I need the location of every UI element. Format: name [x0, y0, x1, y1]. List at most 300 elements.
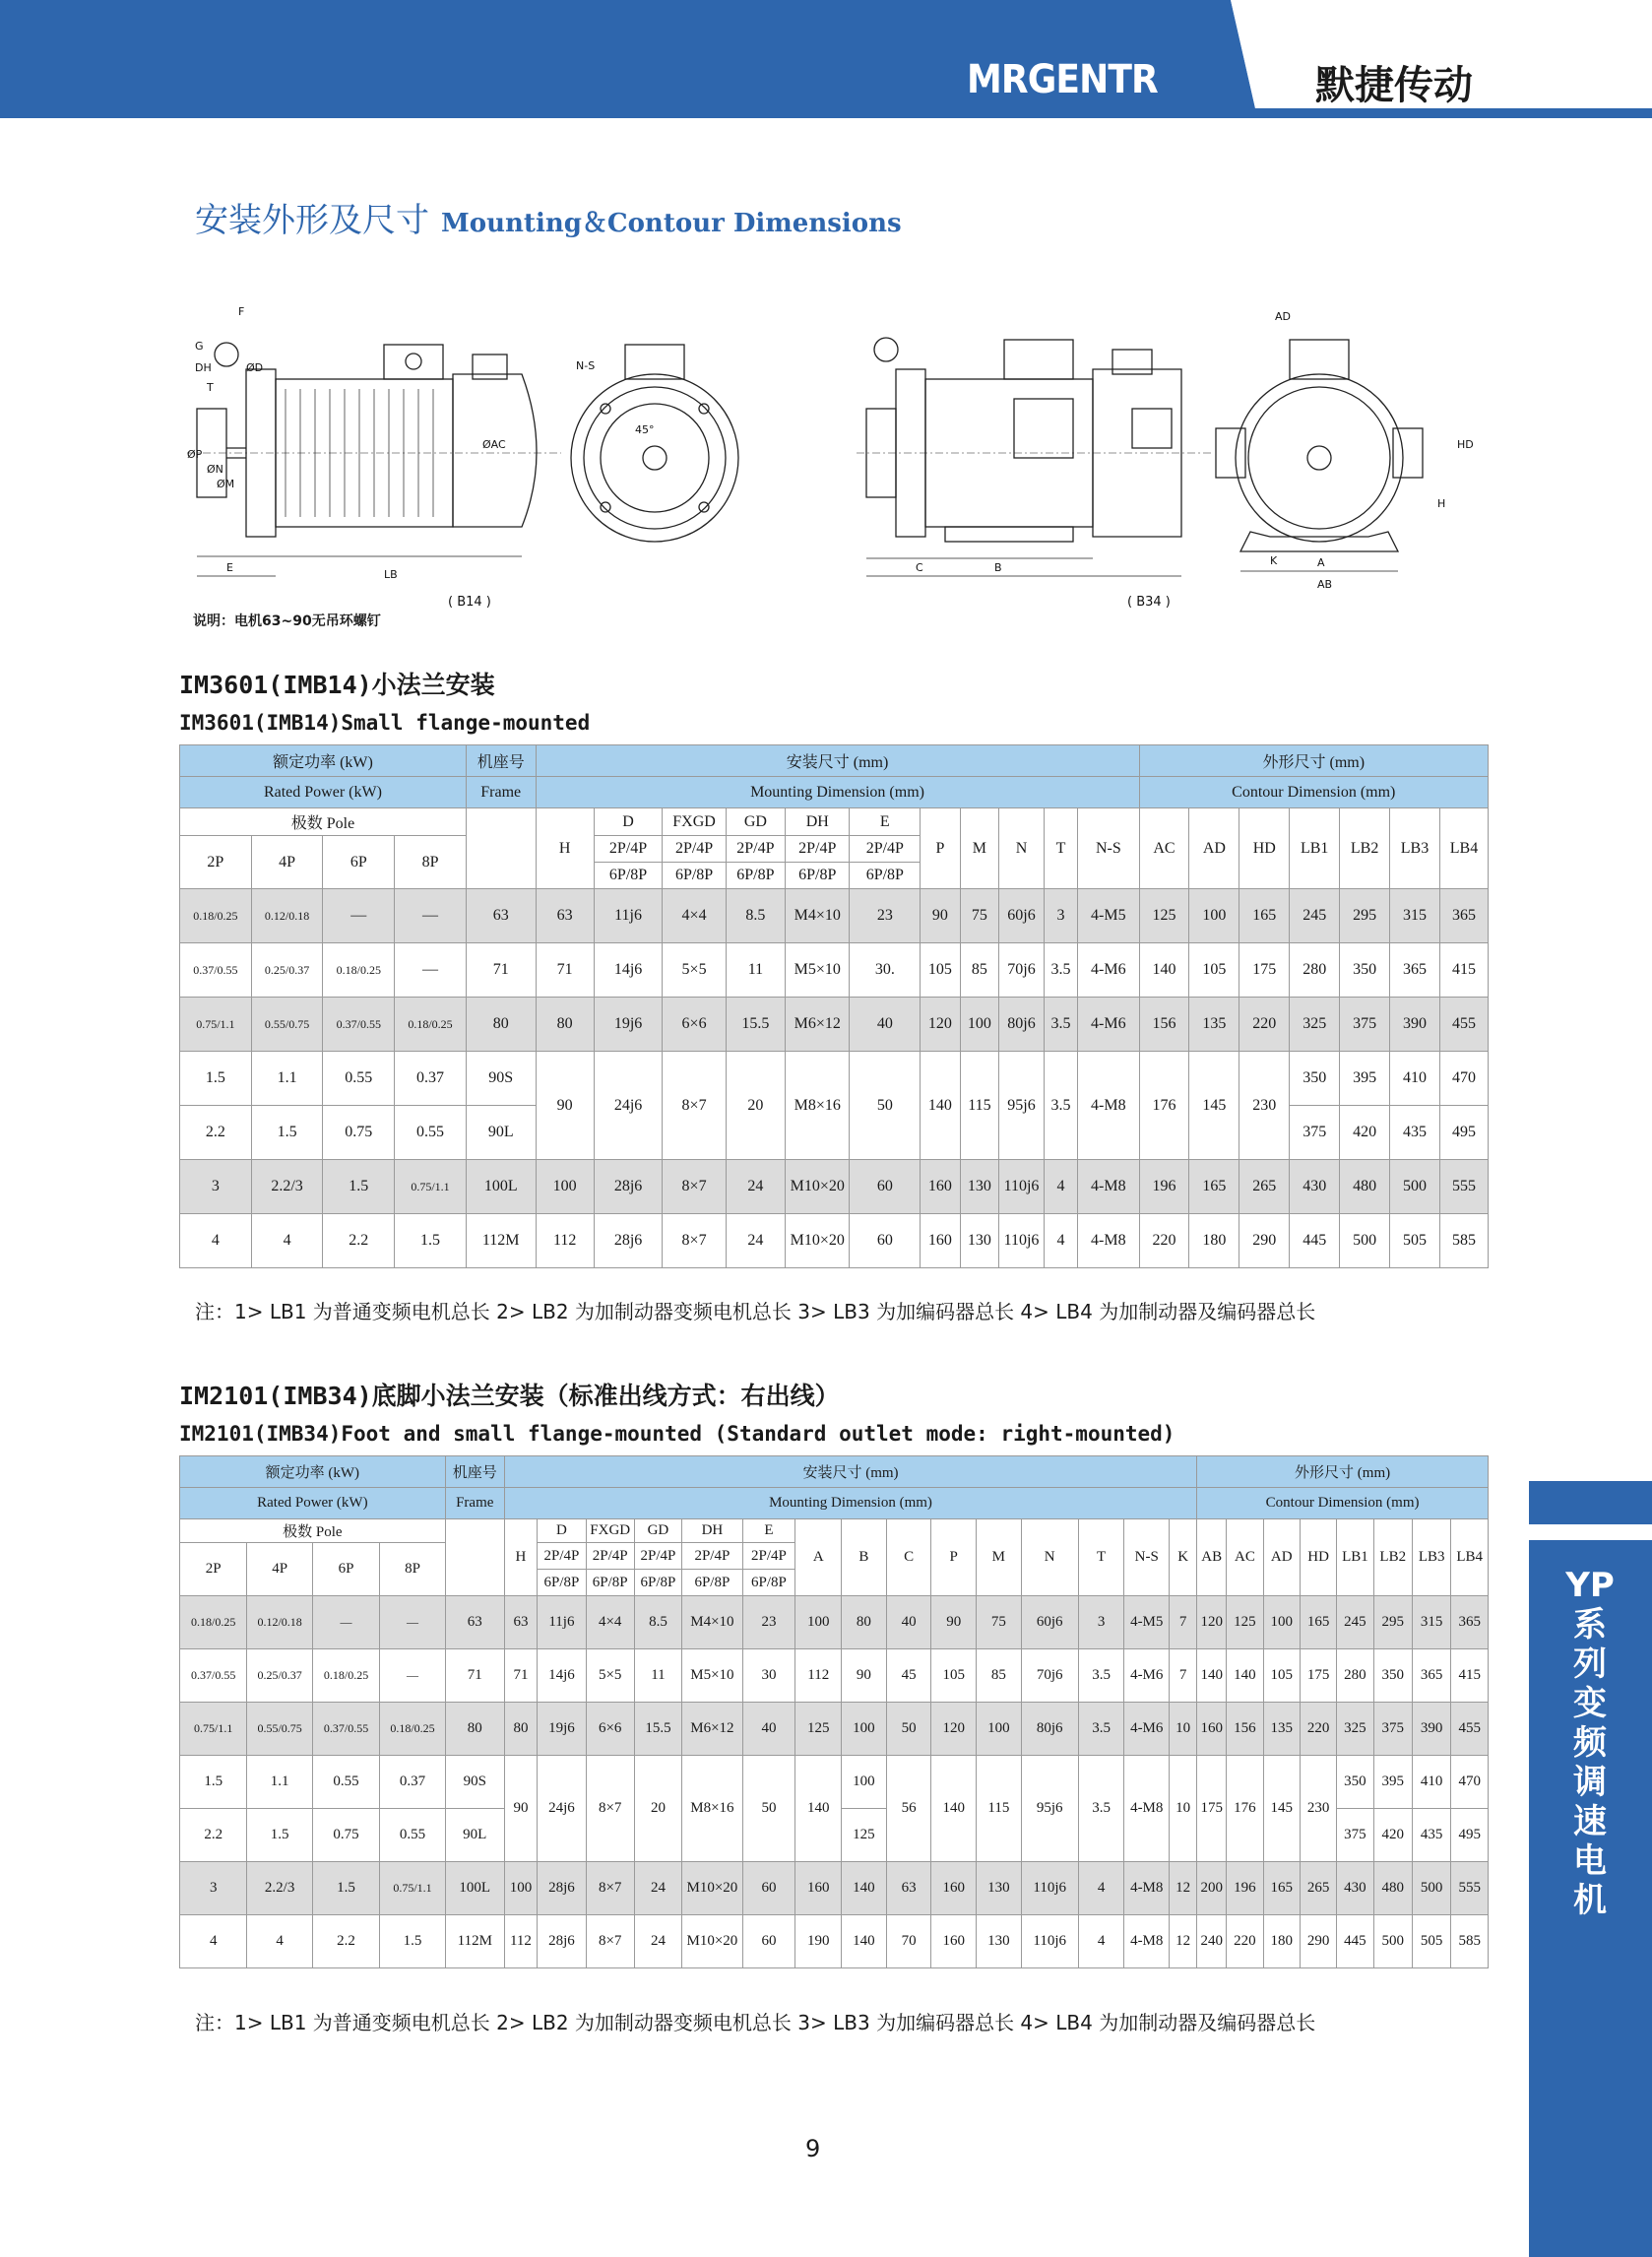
cell: 71: [536, 943, 594, 998]
col-header: E: [742, 1519, 795, 1543]
cell: 3: [1044, 889, 1077, 943]
cell: 140: [1197, 1649, 1227, 1703]
col-header: B: [842, 1519, 887, 1596]
table-row: [180, 998, 1489, 1052]
cell: 4: [1044, 1214, 1077, 1268]
cell: 500: [1373, 1915, 1412, 1968]
cell: 95j6: [1021, 1756, 1078, 1862]
cell: 350: [1373, 1649, 1412, 1703]
col-header: D: [538, 1519, 587, 1543]
cell: 2.2: [323, 1214, 395, 1268]
cell: 19j6: [594, 998, 663, 1052]
cell: 325: [1337, 1703, 1373, 1756]
cell: 430: [1290, 1160, 1340, 1214]
drawing-b34-side: [857, 338, 1211, 576]
cell: 315: [1412, 1596, 1450, 1649]
cell: 395: [1340, 1052, 1390, 1106]
cell: 90S: [445, 1756, 504, 1809]
cell: 12: [1170, 1862, 1197, 1915]
sub-header: 6P/8P: [742, 1570, 795, 1596]
cell: 0.55: [380, 1809, 445, 1862]
cell: 130: [977, 1862, 1022, 1915]
cell: 4-M8: [1078, 1052, 1139, 1160]
cell: 0.75/1.1: [180, 998, 252, 1052]
cell: 0.75/1.1: [180, 1703, 247, 1756]
cell: 19j6: [538, 1703, 587, 1756]
cell: 7: [1170, 1596, 1197, 1649]
col-header: P: [931, 1519, 977, 1596]
cell: 23: [742, 1596, 795, 1649]
cell: 80: [466, 998, 536, 1052]
cell: 480: [1340, 1160, 1390, 1214]
cell: 4: [247, 1915, 312, 1968]
cell: 0.18/0.25: [180, 889, 252, 943]
dim-label: H: [1437, 497, 1446, 510]
cell: 115: [977, 1756, 1022, 1862]
table-row: [180, 1649, 1489, 1703]
cell: 555: [1439, 1160, 1488, 1214]
cell: 505: [1390, 1214, 1440, 1268]
frame-header-en: Frame: [466, 777, 536, 808]
cell: 90: [536, 1052, 594, 1160]
cell: 3.5: [1044, 1052, 1077, 1160]
cell: 196: [1227, 1862, 1263, 1915]
cell: 140: [1227, 1649, 1263, 1703]
col-header: H: [504, 1519, 537, 1596]
cell: 290: [1239, 1214, 1290, 1268]
cell: 85: [977, 1649, 1022, 1703]
sub-header: 2P/4P: [594, 836, 663, 863]
col-header: LB1: [1290, 808, 1340, 889]
col-header: T: [1078, 1519, 1124, 1596]
drawing-b14-front: [571, 345, 738, 542]
cell: 70j6: [1021, 1649, 1078, 1703]
cell: 375: [1340, 998, 1390, 1052]
cell: 60: [742, 1862, 795, 1915]
cell: 4-M6: [1124, 1703, 1170, 1756]
cell: 265: [1239, 1160, 1290, 1214]
table1-title: IM3601(IMB14)小法兰安装: [179, 671, 495, 699]
cell: 100: [842, 1703, 887, 1756]
cell: 0.12/0.18: [251, 889, 323, 943]
col-header: LB2: [1373, 1519, 1412, 1596]
cell: 63: [504, 1596, 537, 1649]
cell: 3.5: [1078, 1703, 1124, 1756]
brand-logo: MRGENTR: [967, 57, 1158, 102]
cell: 40: [886, 1596, 931, 1649]
pole-8p: 8P: [395, 836, 467, 889]
cell: 220: [1239, 998, 1290, 1052]
dim-label: E: [226, 561, 233, 574]
cell: 125: [842, 1809, 887, 1862]
sub-header: 2P/4P: [726, 836, 785, 863]
cell: 4-M6: [1078, 998, 1139, 1052]
cell: 200: [1197, 1862, 1227, 1915]
cell: 430: [1337, 1862, 1373, 1915]
cell: 125: [1227, 1596, 1263, 1649]
cell: 45: [886, 1649, 931, 1703]
cell: 1.5: [312, 1862, 379, 1915]
cell: 20: [726, 1052, 785, 1160]
cell: 80: [842, 1596, 887, 1649]
cell: 325: [1290, 998, 1340, 1052]
cell: 100: [1189, 889, 1239, 943]
cell: 495: [1439, 1106, 1488, 1160]
cell: 110j6: [1021, 1862, 1078, 1915]
cell: M10×20: [682, 1862, 742, 1915]
col-header: N: [999, 808, 1045, 889]
cell: 2.2/3: [247, 1862, 312, 1915]
col-header: M: [977, 1519, 1022, 1596]
cell: 30.: [850, 943, 921, 998]
col-header: AC: [1139, 808, 1189, 889]
contour-header-en: Contour Dimension (mm): [1197, 1488, 1489, 1519]
cell: 245: [1290, 889, 1340, 943]
dim-label: ØAC: [482, 438, 506, 451]
cell: 1.1: [251, 1052, 323, 1106]
col-header: FXGD: [663, 808, 726, 836]
brand-name-cn: 默捷传动: [1315, 63, 1473, 108]
cell: 85: [960, 943, 998, 998]
col-header: D: [594, 808, 663, 836]
cell: 80: [445, 1703, 504, 1756]
table2-dimensions: [179, 1455, 1489, 1968]
cell: 1.5: [180, 1052, 252, 1106]
col-header: LB4: [1451, 1519, 1489, 1596]
contour-header-cn: 外形尺寸 (mm): [1139, 745, 1488, 777]
cell: —: [395, 889, 467, 943]
cell: 4-M8: [1078, 1160, 1139, 1214]
cell: M5×10: [682, 1649, 742, 1703]
cell: 445: [1337, 1915, 1373, 1968]
cell: 90: [921, 889, 961, 943]
sub-header: 2P/4P: [786, 836, 850, 863]
cell: 0.37: [380, 1756, 445, 1809]
sub-header: 2P/4P: [634, 1543, 682, 1570]
sub-header: 6P/8P: [538, 1570, 587, 1596]
cell: 80: [536, 998, 594, 1052]
cell: 63: [536, 889, 594, 943]
cell: 140: [795, 1756, 842, 1862]
cell: 100: [795, 1596, 842, 1649]
cell: 165: [1239, 889, 1290, 943]
cell: 120: [921, 998, 961, 1052]
cell: 0.55: [395, 1106, 467, 1160]
mount-header-en: Mounting Dimension (mm): [536, 777, 1139, 808]
cell: 160: [931, 1915, 977, 1968]
cell: 4×4: [586, 1596, 634, 1649]
cell: 280: [1290, 943, 1340, 998]
cell: 3.5: [1044, 943, 1077, 998]
cell: 125: [795, 1703, 842, 1756]
pole-6p: 6P: [323, 836, 395, 889]
cell: 505: [1412, 1915, 1450, 1968]
pole-4p: 4P: [251, 836, 323, 889]
table2-subtitle: IM2101(IMB34)Foot and small flange-mounted (Standard outlet mode: right-mounted): [179, 1422, 1175, 1446]
cell: 0.37/0.55: [323, 998, 395, 1052]
pole-4p: 4P: [247, 1543, 312, 1596]
table2-body: [180, 1596, 1489, 1968]
cell: M6×12: [682, 1703, 742, 1756]
cell: 105: [1263, 1649, 1300, 1703]
cell: 1.5: [323, 1160, 395, 1214]
cell: 75: [960, 889, 998, 943]
cell: 435: [1412, 1809, 1450, 1862]
cell: 60j6: [999, 889, 1045, 943]
cell: 0.55: [312, 1756, 379, 1809]
cell: M8×16: [786, 1052, 850, 1160]
cell: 4-M6: [1078, 943, 1139, 998]
cell: 220: [1139, 1214, 1189, 1268]
cell: 410: [1390, 1052, 1440, 1106]
frame-header-cn: 机座号: [466, 745, 536, 777]
cell: 8.5: [634, 1596, 682, 1649]
cell: 112: [536, 1214, 594, 1268]
cell: 0.37/0.55: [312, 1703, 379, 1756]
cell: 3.5: [1078, 1756, 1124, 1862]
cell: 140: [842, 1862, 887, 1915]
sub-header: 6P/8P: [586, 1570, 634, 1596]
col-header: H: [536, 808, 594, 889]
cell: 50: [742, 1756, 795, 1862]
drawing-caption-b14: ( B14 ): [448, 595, 491, 610]
cell: 70: [886, 1915, 931, 1968]
cell: 365: [1412, 1649, 1450, 1703]
cell: 15.5: [634, 1703, 682, 1756]
cell: 24j6: [538, 1756, 587, 1862]
dim-label: G: [195, 340, 204, 353]
cell: 130: [977, 1915, 1022, 1968]
cell: 1.5: [247, 1809, 312, 1862]
cell: 71: [466, 943, 536, 998]
col-header: AD: [1189, 808, 1239, 889]
table-row: [180, 889, 1489, 943]
cell: 175: [1197, 1756, 1227, 1862]
cell: 230: [1239, 1052, 1290, 1160]
power-header-en: Rated Power (kW): [180, 1488, 446, 1519]
table2-note: 注：1> LB1 为普通变频电机总长 2> LB2 为加制动器变频电机总长 3> LB3 为加编码器总长 4> LB4 为加制动器及编码器总长: [195, 2011, 1316, 2034]
contour-header-en: Contour Dimension (mm): [1139, 777, 1488, 808]
cell: 28j6: [594, 1214, 663, 1268]
sub-header: 6P/8P: [594, 863, 663, 889]
cell: 105: [921, 943, 961, 998]
sidebar-series-label: YP系列变频调速电机: [1565, 1566, 1615, 1920]
dim-label: AD: [1275, 310, 1291, 323]
cell: 180: [1263, 1915, 1300, 1968]
cell: 60: [742, 1915, 795, 1968]
cell: 130: [960, 1214, 998, 1268]
cell: 165: [1263, 1862, 1300, 1915]
sub-header: 6P/8P: [786, 863, 850, 889]
sub-header: 2P/4P: [538, 1543, 587, 1570]
table-row: [180, 1862, 1489, 1915]
pole-2p: 2P: [180, 1543, 247, 1596]
cell: 365: [1439, 889, 1488, 943]
col-header: T: [1044, 808, 1077, 889]
cell: 60: [850, 1160, 921, 1214]
cell: M6×12: [786, 998, 850, 1052]
cell: 0.75: [312, 1809, 379, 1862]
dim-label: ØD: [246, 361, 264, 374]
dim-label: 45°: [635, 423, 655, 436]
cell: 8×7: [663, 1214, 726, 1268]
frame-header-en: Frame: [445, 1488, 504, 1519]
cell: 80: [504, 1703, 537, 1756]
cell: 100: [536, 1160, 594, 1214]
cell: M10×20: [786, 1214, 850, 1268]
cell: M5×10: [786, 943, 850, 998]
cell: 105: [931, 1649, 977, 1703]
cell: 0.75/1.1: [380, 1862, 445, 1915]
cell: 90S: [466, 1052, 536, 1106]
cell: 63: [466, 889, 536, 943]
cell: 375: [1373, 1703, 1412, 1756]
cell: 375: [1337, 1809, 1373, 1862]
cell: 63: [886, 1862, 931, 1915]
cell: 0.25/0.37: [247, 1649, 312, 1703]
cell: 470: [1439, 1052, 1488, 1106]
cell: 28j6: [594, 1160, 663, 1214]
cell: 135: [1189, 998, 1239, 1052]
cell: 71: [445, 1649, 504, 1703]
cell: 3: [180, 1862, 247, 1915]
cell: 60: [850, 1214, 921, 1268]
cell: M10×20: [786, 1160, 850, 1214]
col-header: LB4: [1439, 808, 1488, 889]
col-header: N: [1021, 1519, 1078, 1596]
sub-header: 6P/8P: [726, 863, 785, 889]
cell: 8×7: [586, 1862, 634, 1915]
cell: 4: [180, 1214, 252, 1268]
cell: 15.5: [726, 998, 785, 1052]
cell: 10: [1170, 1756, 1197, 1862]
cell: 0.18/0.25: [180, 1596, 247, 1649]
cell: 8.5: [726, 889, 785, 943]
cell: M4×10: [682, 1596, 742, 1649]
dim-label: C: [916, 561, 923, 574]
cell: 0.75: [323, 1106, 395, 1160]
table1-dimensions: [179, 744, 1489, 1268]
cell: 0.55/0.75: [251, 998, 323, 1052]
cell: 160: [931, 1862, 977, 1915]
cell: 23: [850, 889, 921, 943]
cell: 455: [1451, 1703, 1489, 1756]
table2-title: IM2101(IMB34)底脚小法兰安装（标准出线方式：右出线）: [179, 1382, 840, 1410]
cell: —: [380, 1649, 445, 1703]
mount-header-en: Mounting Dimension (mm): [504, 1488, 1196, 1519]
cell: 115: [960, 1052, 998, 1160]
cell: 105: [1189, 943, 1239, 998]
cell: 2.2/3: [251, 1160, 323, 1214]
contour-header-cn: 外形尺寸 (mm): [1197, 1456, 1489, 1488]
power-header-cn: 额定功率 (kW): [180, 745, 467, 777]
cell: 156: [1227, 1703, 1263, 1756]
cell: 0.18/0.25: [323, 943, 395, 998]
cell: 100: [1263, 1596, 1300, 1649]
frame-blank: [445, 1519, 504, 1596]
cell: 1.5: [380, 1915, 445, 1968]
cell: 0.37/0.55: [180, 1649, 247, 1703]
cell: 500: [1340, 1214, 1390, 1268]
cell: 4-M5: [1078, 889, 1139, 943]
cell: 24: [726, 1214, 785, 1268]
cell: 110j6: [999, 1160, 1045, 1214]
cell: 0.18/0.25: [312, 1649, 379, 1703]
cell: 100: [504, 1862, 537, 1915]
col-header: N-S: [1124, 1519, 1170, 1596]
cell: 112: [795, 1649, 842, 1703]
cell: 4-M6: [1124, 1649, 1170, 1703]
cell: 245: [1337, 1596, 1373, 1649]
sub-header: 6P/8P: [634, 1570, 682, 1596]
cell: 395: [1373, 1756, 1412, 1809]
dim-label: F: [238, 305, 245, 318]
cell: 2.2: [312, 1915, 379, 1968]
cell: 135: [1263, 1703, 1300, 1756]
cell: 1.5: [251, 1106, 323, 1160]
cell: 112M: [445, 1915, 504, 1968]
cell: 11j6: [594, 889, 663, 943]
col-header: M: [960, 808, 998, 889]
cell: 160: [921, 1160, 961, 1214]
cell: 10: [1170, 1703, 1197, 1756]
cell: 63: [445, 1596, 504, 1649]
cell: 315: [1390, 889, 1440, 943]
cell: 350: [1337, 1756, 1373, 1809]
cell: 240: [1197, 1915, 1227, 1968]
sub-header: 2P/4P: [742, 1543, 795, 1570]
cell: 30: [742, 1649, 795, 1703]
cell: 160: [1197, 1703, 1227, 1756]
col-header: DH: [786, 808, 850, 836]
dim-label: A: [1317, 556, 1325, 569]
cell: 11j6: [538, 1596, 587, 1649]
dim-label: ØM: [217, 478, 235, 490]
cell: —: [380, 1596, 445, 1649]
cell: 120: [1197, 1596, 1227, 1649]
cell: 4: [251, 1214, 323, 1268]
table-row: [180, 1052, 1489, 1106]
cell: 3: [1078, 1596, 1124, 1649]
dim-label: N-S: [576, 359, 596, 372]
cell: 8×7: [663, 1052, 726, 1160]
cell: 140: [1139, 943, 1189, 998]
cell: 180: [1189, 1214, 1239, 1268]
cell: 420: [1373, 1809, 1412, 1862]
cell: 56: [886, 1756, 931, 1862]
section-title-cn: 安装外形及尺寸: [195, 201, 429, 240]
section-title: [195, 193, 902, 241]
col-header: FXGD: [586, 1519, 634, 1543]
cell: 4×4: [663, 889, 726, 943]
table-row: [180, 1596, 1489, 1649]
cell: 0.75/1.1: [395, 1160, 467, 1214]
cell: 4-M5: [1124, 1596, 1170, 1649]
cell: 70j6: [999, 943, 1045, 998]
drawing-caption-b34: ( B34 ): [1127, 595, 1171, 610]
cell: 500: [1412, 1862, 1450, 1915]
cell: 410: [1412, 1756, 1450, 1809]
cell: 4-M8: [1124, 1862, 1170, 1915]
dim-label: ØN: [207, 463, 223, 476]
cell: 75: [977, 1596, 1022, 1649]
cell: —: [395, 943, 467, 998]
cell: 120: [931, 1703, 977, 1756]
cell: 100: [977, 1703, 1022, 1756]
cell: 0.18/0.25: [395, 998, 467, 1052]
cell: 585: [1451, 1915, 1489, 1968]
cell: 90L: [445, 1809, 504, 1862]
